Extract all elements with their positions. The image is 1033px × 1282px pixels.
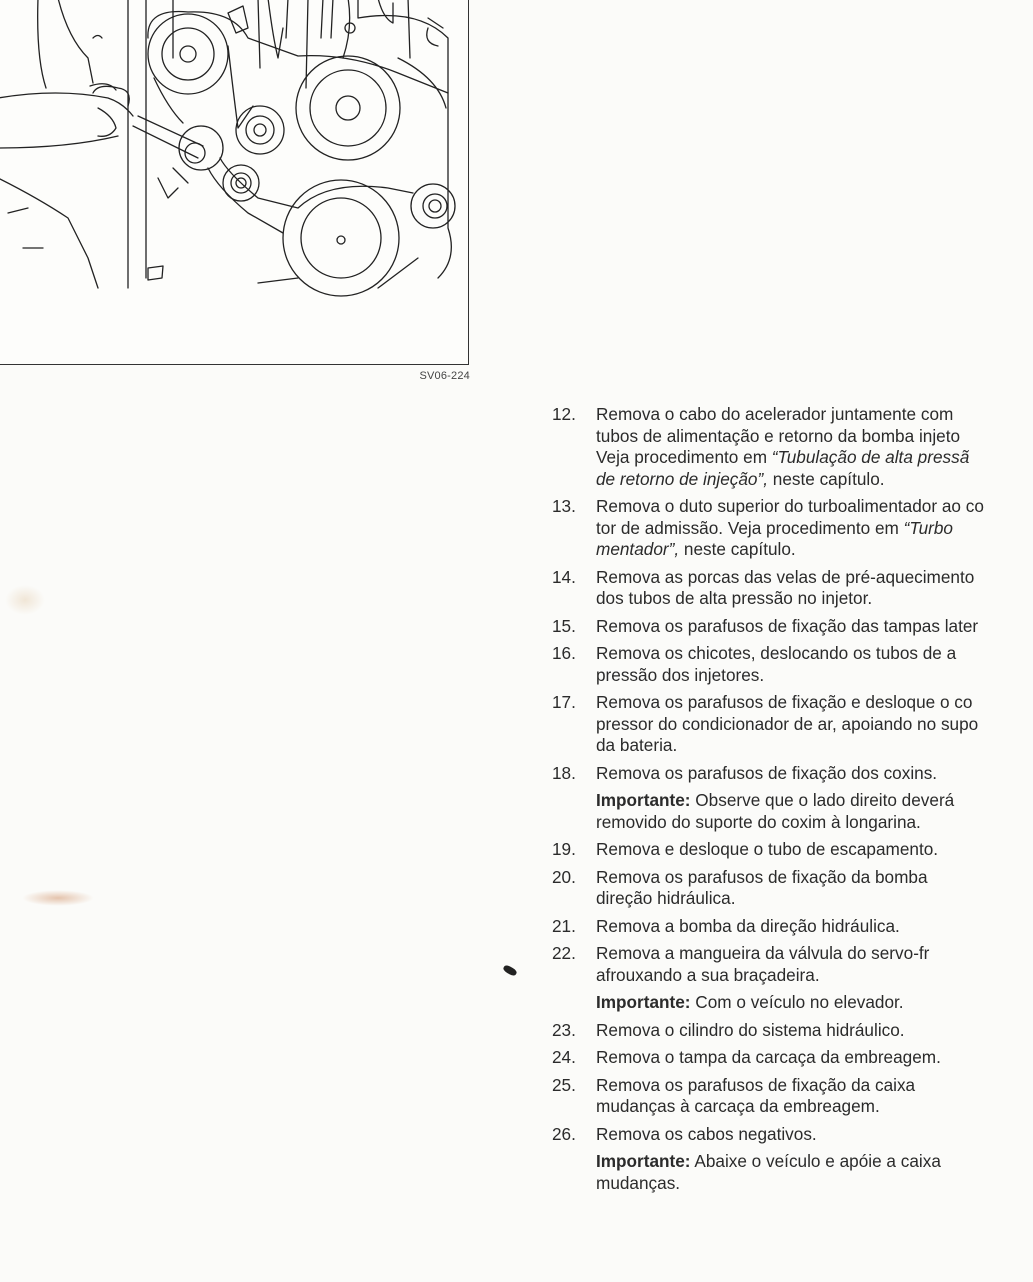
step-text-line: pressor do condicionador de ar, apoiando no supo bbox=[596, 713, 979, 734]
step-number: 21. bbox=[552, 915, 576, 936]
engine-drawing-svg bbox=[0, 0, 468, 364]
step-text-line: direção hidráulica. bbox=[596, 888, 736, 908]
step-text-line: Remova o cilindro do sistema hidráulico. bbox=[596, 1019, 905, 1040]
important-note bbox=[552, 790, 1033, 833]
step-number: 23. bbox=[552, 1019, 576, 1040]
procedure-step bbox=[552, 496, 1033, 561]
step-text-line: Remova os parafusos de fixação das tampas later bbox=[596, 615, 979, 636]
step-number: 14. bbox=[552, 566, 576, 587]
note-line: removido do suporte do coxim à longarina. bbox=[596, 811, 921, 832]
important-note bbox=[552, 1151, 1033, 1194]
paper-stain bbox=[5, 585, 45, 615]
procedure-step bbox=[552, 404, 1033, 490]
step-text-line: Remova e desloque o tubo de escapamento. bbox=[596, 839, 939, 859]
step-number: 26. bbox=[552, 1123, 576, 1144]
step-text-line: Remova os cabos negativos. bbox=[596, 1123, 817, 1144]
step-text-line: Remova os parafusos de fixação da caixa bbox=[596, 1074, 916, 1095]
procedure-step bbox=[552, 1124, 1033, 1146]
step-number: 20. bbox=[552, 866, 576, 887]
step-number: 18. bbox=[552, 762, 576, 783]
step-text-line: mudanças à carcaça da embreagem. bbox=[596, 1096, 880, 1116]
note-label: Importante: bbox=[596, 790, 691, 810]
paper-stain bbox=[22, 890, 94, 906]
step-number: 13. bbox=[552, 496, 576, 516]
step-number: 17. bbox=[552, 692, 576, 712]
step-text-line: Remova os parafusos de fixação da bomba bbox=[596, 866, 928, 887]
procedure-step bbox=[552, 1047, 1033, 1069]
ink-mark bbox=[502, 964, 518, 977]
procedure-step bbox=[552, 763, 1033, 785]
procedure-step bbox=[552, 867, 1033, 910]
step-text-line: de retorno de injeção”, neste capítulo. bbox=[596, 468, 885, 489]
step-text-line: Remova a mangueira da válvula do servo-fr bbox=[596, 943, 930, 963]
step-text-line: pressão dos injetores. bbox=[596, 664, 765, 685]
step-number: 24. bbox=[552, 1047, 576, 1067]
procedure-steps bbox=[552, 404, 1033, 1200]
step-text-line: da bateria. bbox=[596, 735, 678, 755]
step-number: 19. bbox=[552, 839, 576, 859]
step-text-line: Remova os parafusos de fixação dos coxins. bbox=[596, 762, 938, 783]
important-note bbox=[552, 992, 1033, 1014]
procedure-step bbox=[552, 616, 1033, 638]
procedure-step bbox=[552, 1020, 1033, 1042]
step-number: 16. bbox=[552, 643, 576, 663]
step-text-line: Remova o duto superior do turboalimentador ao co bbox=[596, 496, 984, 516]
step-number: 25. bbox=[552, 1074, 576, 1095]
step-text-line: afrouxando a sua braçadeira. bbox=[596, 964, 820, 985]
step-text-line: tor de admissão. Veja procedimento em “Turbo bbox=[596, 517, 953, 538]
step-number: 12. bbox=[552, 404, 576, 424]
procedure-step bbox=[552, 643, 1033, 686]
procedure-step bbox=[552, 692, 1033, 757]
step-text-line: Remova os chicotes, deslocando os tubos de a bbox=[596, 643, 957, 663]
step-number: 15. bbox=[552, 615, 576, 636]
procedure-step bbox=[552, 1075, 1033, 1118]
step-text-line: tubos de alimentação e retorno da bomba injeto bbox=[596, 425, 961, 446]
procedure-step bbox=[552, 839, 1033, 861]
note-line: mudanças. bbox=[596, 1172, 681, 1193]
step-text-line: Remova o tampa da carcaça da embreagem. bbox=[596, 1047, 941, 1067]
step-text-line: Veja procedimento em “Tubulação de alta pressã bbox=[596, 447, 970, 467]
procedure-step bbox=[552, 943, 1033, 986]
step-text-line: Remova as porcas das velas de pré-aquecimento bbox=[596, 566, 975, 587]
procedure-step bbox=[552, 916, 1033, 938]
step-text-line: Remova a bomba da direção hidráulica. bbox=[596, 915, 900, 936]
step-text-line: Remova os parafusos de fixação e desloque o co bbox=[596, 692, 973, 712]
step-number: 22. bbox=[552, 943, 576, 963]
note-line: Importante: Com o veículo no elevador. bbox=[596, 992, 904, 1012]
note-label: Importante: bbox=[596, 992, 691, 1012]
step-text-line: dos tubos de alta pressão no injetor. bbox=[596, 588, 873, 608]
note-line: Importante: Abaixe o veículo e apóie a caixa bbox=[596, 1151, 941, 1171]
figure-code: SV06-224 bbox=[419, 370, 470, 382]
step-text-line: mentador”, neste capítulo. bbox=[596, 539, 796, 559]
note-line: Importante: Observe que o lado direito deverá bbox=[596, 790, 955, 810]
step-text-line: Remova o cabo do acelerador juntamente com bbox=[596, 404, 954, 424]
engine-belt-illustration bbox=[0, 0, 469, 365]
note-label: Importante: bbox=[596, 1151, 691, 1171]
procedure-step bbox=[552, 567, 1033, 610]
